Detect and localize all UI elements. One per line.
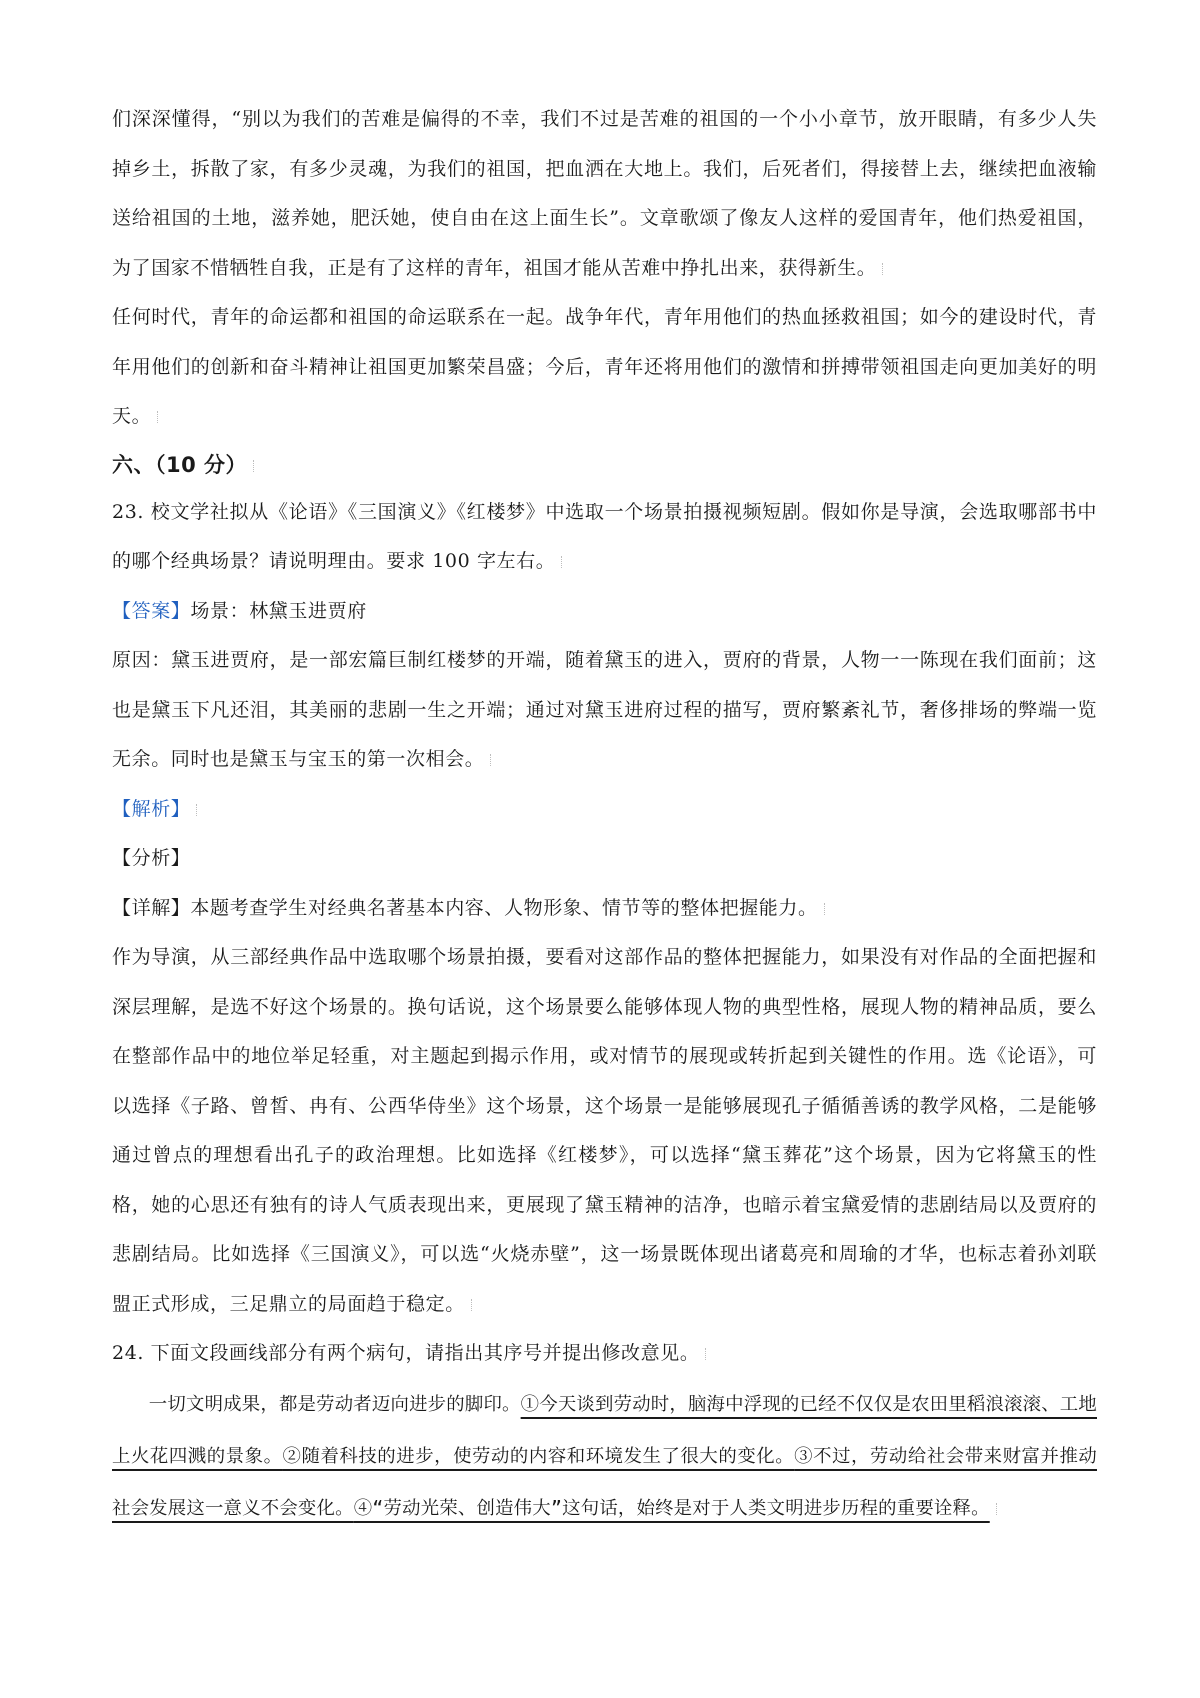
paragraph-mark-icon	[253, 460, 256, 472]
detail-line	[112, 884, 1097, 934]
section-heading-text: 六、（10 分）	[112, 452, 248, 477]
answer-line	[112, 587, 1097, 637]
question-24-text: 24. 下面文段画线部分有两个病句，请指出其序号并提出修改意见。	[112, 1342, 700, 1364]
explanation-paragraph	[112, 933, 1097, 1329]
analysis-tag: 【解析】	[112, 797, 191, 820]
passage-lead: 一切文明成果，都是劳动者迈向进步的脚印。	[148, 1393, 521, 1415]
analysis-tag-line	[112, 785, 1097, 835]
intro-paragraph-2-text: 任何时代，青年的命运都和祖国的命运联系在一起。战争年代，青年用他们的热血拯救祖国；如今的建设时代，青年用他们的创新和奋斗精神让祖国更加繁荣昌盛；今后，青年还将用他们的激情和拼搏带领祖国走向更加美好的明天。	[112, 306, 1097, 427]
paragraph-mark-icon	[490, 754, 493, 766]
paragraph-mark-icon	[196, 804, 199, 816]
paragraph-mark-icon	[561, 556, 564, 568]
question-23	[112, 488, 1097, 587]
paragraph-mark-icon	[471, 1299, 474, 1311]
paragraph-mark-icon	[996, 1503, 999, 1515]
question-23-text: 23. 校文学社拟从《论语》《三国演义》《红楼梦》中选取一个场景拍摄视频短剧。假如你是导演，会选取哪部书中的哪个经典场景？请说明理由。要求 100 字左右。	[112, 500, 1097, 572]
underlined-sentence-4: ④“劳动光荣、创造伟大”这句话，始终是对于人类文明进步历程的重要诠释。	[353, 1497, 990, 1519]
intro-paragraph-1	[112, 95, 1097, 293]
explanation-text: 作为导演，从三部经典作品中选取哪个场景拍摄，要看对这部作品的整体把握能力，如果没有对作品的全面把握和深层理解，是选不好这个场景的。换句话说，这个场景要么能够体现人物的典型性格，展现人物的精神品质，要么在整部作品中的地位举足轻重，对主题起到揭示作用，或对情节的展现或转折起到关键性的作用。选《论语》，可以选择《子路、曾皙、冉有、公西华侍坐》这个场景，这个场景一是能够展现孔子循循善诱的教学风格，二是能够通过曾点的理想看出孔子的政治理想。比如选择《红楼梦》，可以选择“黛玉葬花”这个场景，因为它将黛玉的性格，她的心思还有独有的诗人气质表现出来，更展现了黛玉精神的洁净，也暗示着宝黛爱情的悲剧结局以及贾府的悲剧结局。比如选择《三国演义》，可以选“火烧赤壁”，这一场景既体现出诸葛亮和周瑜的才华，也标志着孙刘联盟正式形成，三足鼎立的局面趋于稳定。	[112, 946, 1097, 1315]
paragraph-mark-icon	[705, 1348, 708, 1360]
underlined-sentence-3: ③不过，劳动给社会带来财富并推动社会发展这一意义不会变化。	[112, 1445, 1097, 1519]
detail-tag: 【详解】	[112, 896, 191, 919]
question-24	[112, 1329, 1097, 1379]
paragraph-mark-icon	[824, 903, 827, 915]
answer-reason	[112, 636, 1097, 785]
paragraph-mark-icon	[882, 263, 885, 275]
intro-paragraph-1-text: 们深深懂得，“别以为我们的苦难是偏得的不幸，我们不过是苦难的祖国的一个小小章节，放开眼睛，有多少人失掉乡土，拆散了家，有多少灵魂，为我们的祖国，把血洒在大地上。我们，后死者们，得接替上去，继续把血液输送给祖国的土地，滋养她，肥沃她，使自由在这上面生长”。文章歌颂了像友人这样的爱国青年，他们热爱祖国，为了国家不惜牺牲自我，正是有了这样的青年，祖国才能从苦难中挣扎出来，获得新生。	[112, 108, 1097, 279]
intro-paragraph-2	[112, 293, 1097, 442]
fenxi-tag: 【分析】	[112, 847, 191, 869]
detail-text: 本题考查学生对经典名著基本内容、人物形象、情节等的整体把握能力。	[190, 896, 818, 919]
underlined-sentence-2: ②随着科技的进步，使劳动的内容和环境发生了很大的变化。	[282, 1445, 795, 1467]
answer-reason-text: 原因：黛玉进贾府，是一部宏篇巨制红楼梦的开端，随着黛玉的进入，贾府的背景，人物一一陈现在我们面前；这也是黛玉下凡还泪，其美丽的悲剧一生之开端；通过对黛玉进府过程的描写，贾府繁紊礼节，奢侈排场的弊端一览无余。同时也是黛玉与宝玉的第一次相会。	[112, 649, 1097, 770]
fenxi-tag-line	[112, 834, 1097, 884]
section-heading	[112, 442, 1097, 488]
answer-text: 场景：林黛玉进贾府	[190, 599, 367, 622]
underlined-sentence-1: ①今天谈到劳动时，脑海中浮现的已经不仅仅是农田里稻浪滚滚、工地上火花四溅的景象。	[112, 1393, 1097, 1467]
document-content	[112, 95, 1097, 1535]
question-24-passage	[112, 1379, 1097, 1535]
paragraph-mark-icon	[157, 411, 160, 423]
answer-tag: 【答案】	[112, 599, 191, 622]
